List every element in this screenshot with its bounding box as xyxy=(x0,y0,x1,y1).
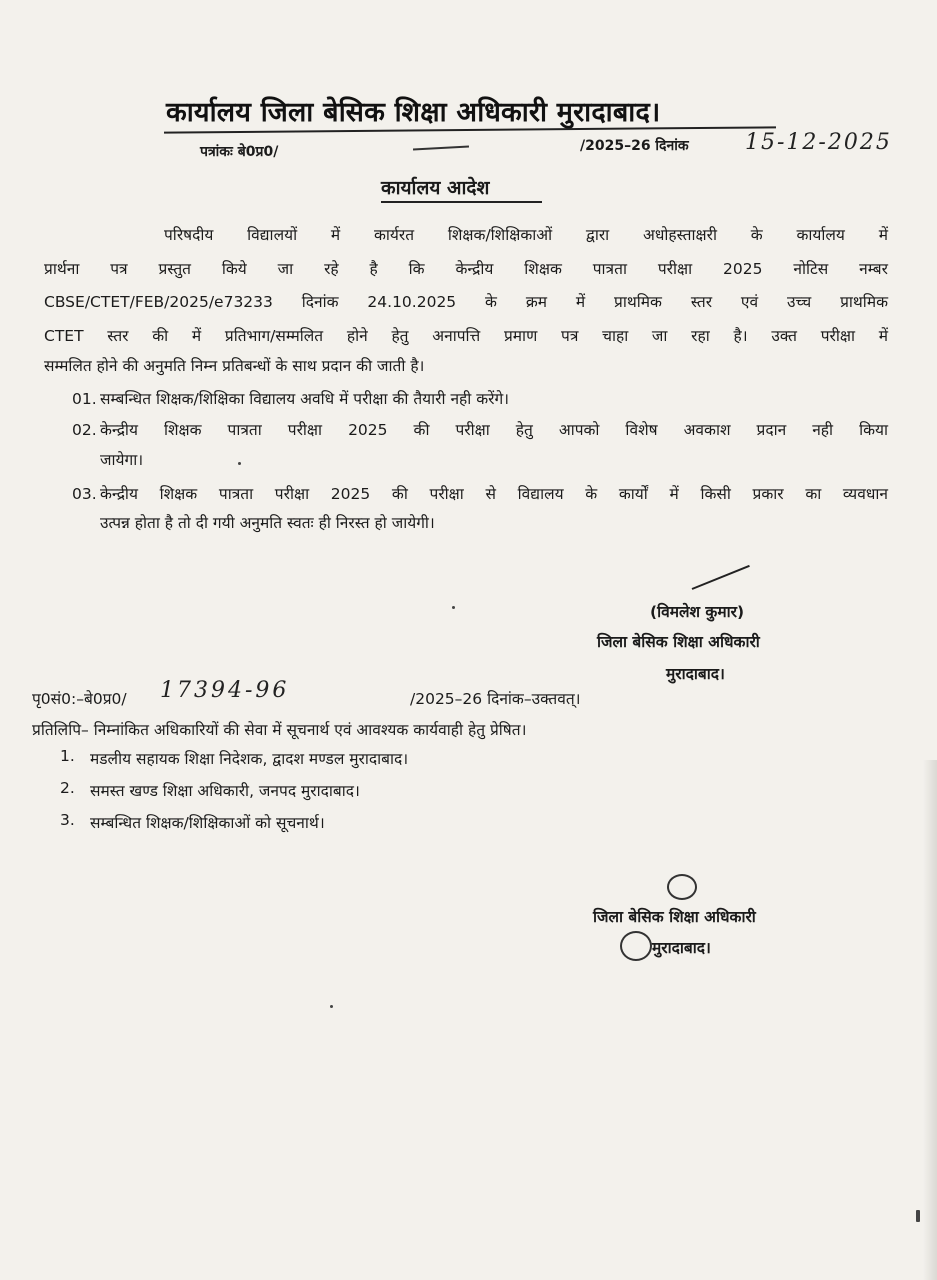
condition-number: 02. xyxy=(72,421,97,439)
recipient-text: समस्त खण्ड शिक्षा अधिकारी, जनपद मुरादाबाद। xyxy=(90,782,360,800)
paragraph-line: परिषदीय विद्यालयों में कार्यरत शिक्षक/शिक्षिकाओं द्वारा अधोहस्ताक्षरी के कार्यालय में xyxy=(164,226,888,244)
order-title: कार्यालय आदेश xyxy=(381,177,490,199)
signatory-designation: जिला बेसिक शिक्षा अधिकारी xyxy=(597,633,760,651)
initials-mark xyxy=(667,874,697,900)
order-title-underline xyxy=(381,201,542,203)
page-edge-shadow xyxy=(923,760,937,1280)
second-signatory-designation: जिला बेसिक शिक्षा अधिकारी xyxy=(593,908,756,926)
paragraph-line: CBSE/CTET/FEB/2025/e73233 दिनांक 24.10.2025 के क्रम में प्राथमिक स्तर एवं उच्च प्राथमिक xyxy=(44,293,888,311)
recipient-number: 2. xyxy=(60,779,75,797)
paper-speck xyxy=(238,462,241,465)
condition-number: 03. xyxy=(72,485,97,503)
handwritten-ref-number: 17394-96 xyxy=(160,678,290,703)
paragraph-line: प्रार्थना पत्र प्रस्तुत किये जा रहे है कि केन्द्रीय शिक्षक पात्रता परीक्षा 2025 नोटिस नम्बर xyxy=(44,260,888,278)
paragraph-line: CTET स्तर की में प्रतिभाग/सम्मलित होने हेतु अनापत्ति प्रमाण पत्र चाहा जा रहा है। उक्त परीक्षा में xyxy=(44,327,888,345)
letter-number-dash xyxy=(413,146,469,151)
endorsement-year-date: /2025–26 दिनांक–उक्तवत्। xyxy=(410,690,581,708)
condition-text: केन्द्रीय शिक्षक पात्रता परीक्षा 2025 की परीक्षा से विद्यालय के कार्यों में किसी प्रकार का व्यवधान xyxy=(100,485,888,503)
signatory-name: (विमलेश कुमार) xyxy=(650,603,745,621)
paper-speck xyxy=(452,606,455,609)
recipient-text: सम्बन्धित शिक्षक/शिक्षिकाओं को सूचनार्थ। xyxy=(90,814,325,832)
condition-text: उत्पन्न होता है तो दी गयी अनुमति स्वतः ही निरस्त हो जायेगी। xyxy=(100,514,435,532)
year-date-label: /2025–26 दिनांक xyxy=(580,138,689,154)
condition-text: केन्द्रीय शिक्षक पात्रता परीक्षा 2025 की परीक्षा हेतु आपको विशेष अवकाश प्रदान नही किया xyxy=(100,421,888,439)
paper-speck xyxy=(330,1005,333,1008)
paper-speck xyxy=(916,1210,920,1222)
copy-to-label: प्रतिलिपि– निम्नांकित अधिकारियों की सेवा में सूचनार्थ एवं आवश्यक कार्यवाही हेतु प्रेषित। xyxy=(32,721,527,739)
paragraph-line: सम्मलित होने की अनुमति निम्न प्रतिबन्धों के साथ प्रदान की जाती है। xyxy=(44,357,425,375)
condition-text: जायेगा। xyxy=(100,451,144,469)
condition-text: सम्बन्धित शिक्षक/शिक्षिका विद्यालय अवधि में परीक्षा की तैयारी नही करेंगे। xyxy=(100,390,510,408)
handwritten-date: 15-12-2025 xyxy=(745,130,892,155)
signature-stroke xyxy=(692,565,750,590)
endorsement-ref-label: पृ0सं0:–बे0प्र0/ xyxy=(32,690,127,708)
office-title: कार्यालय जिला बेसिक शिक्षा अधिकारी मुरादाबाद। xyxy=(166,97,661,128)
letter-number-label: पत्रांकः बे0प्र0/ xyxy=(200,144,279,160)
recipient-number: 3. xyxy=(60,811,75,829)
initials-circle xyxy=(620,931,652,961)
recipient-text: मडलीय सहायक शिक्षा निदेशक, द्वादश मण्डल मुरादाबाद। xyxy=(90,750,409,768)
recipient-number: 1. xyxy=(60,747,75,765)
signatory-place: मुरादाबाद। xyxy=(666,665,725,683)
condition-number: 01. xyxy=(72,390,97,408)
second-signatory-place: मुरादाबाद। xyxy=(652,939,711,957)
